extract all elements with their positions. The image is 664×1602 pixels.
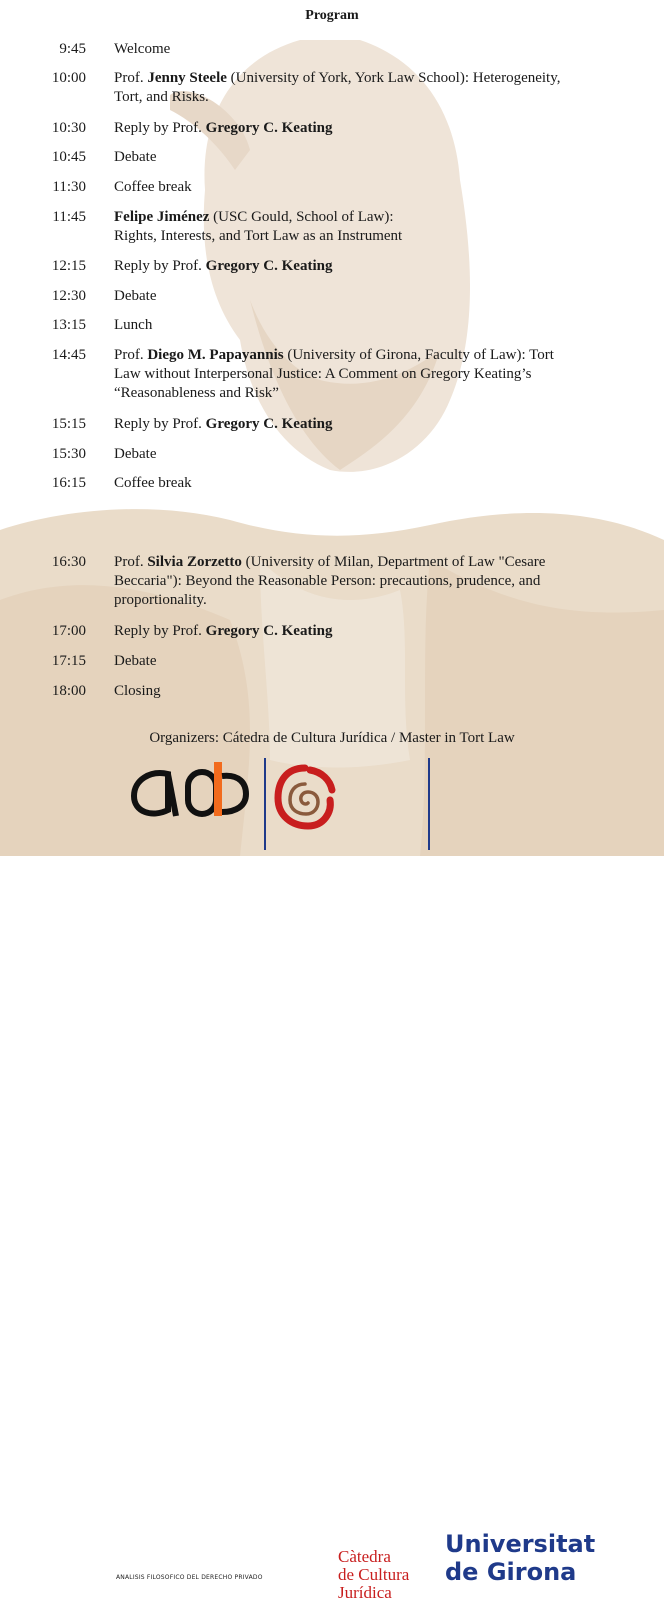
schedule-description <box>114 346 574 403</box>
description-text: Coffee break <box>114 179 192 195</box>
schedule-time: 17:00 <box>51 623 86 639</box>
udg-logo <box>445 1530 645 1586</box>
description-text: Debate <box>114 446 157 462</box>
udg-line-1: Universitat <box>445 1530 596 1558</box>
speaker-name: Silvia Zorzetto <box>147 554 242 570</box>
speaker-name: Gregory C. Keating <box>205 258 333 274</box>
description-text: (University of York, York Law School): Heterogeneity, Tort, and Risks. <box>114 70 561 105</box>
schedule-time: 18:00 <box>51 683 86 699</box>
logos-bar <box>0 756 664 1602</box>
description-text: Prof. <box>114 70 148 86</box>
catedra-line-1: Càtedra <box>338 1547 391 1566</box>
catedra-line-3: Jurídica <box>338 1583 392 1602</box>
schedule-time: 16:30 <box>51 554 86 570</box>
speaker-name: Jenny Steele <box>147 70 227 86</box>
schedule-description <box>114 445 574 464</box>
schedule-time: 12:30 <box>51 288 86 304</box>
schedule-time: 12:15 <box>51 258 86 274</box>
schedule-description <box>114 652 574 671</box>
schedule-time: 16:15 <box>51 475 86 491</box>
schedule-time: 9:45 <box>59 41 86 57</box>
schedule-description <box>114 119 574 138</box>
description-text: Reply by Prof. <box>114 623 206 639</box>
speaker-name: Felipe Jiménez <box>114 209 210 225</box>
description-text: Debate <box>114 653 157 669</box>
description-text: Reply by Prof. <box>114 120 206 136</box>
description-text: Debate <box>114 149 157 165</box>
schedule-time: 15:15 <box>51 416 86 432</box>
schedule-description <box>114 316 574 335</box>
description-text: Lunch <box>114 317 153 333</box>
schedule-time: 14:45 <box>51 347 86 363</box>
organizers-line: Organizers: Cátedra de Cultura Jurídica / Master in Tort Law <box>149 730 515 746</box>
schedule-description <box>114 40 574 59</box>
schedule-description <box>114 682 574 701</box>
schedule-description <box>114 415 574 434</box>
description-text: Welcome <box>114 41 171 57</box>
udg-line-2: de Girona <box>445 1558 577 1586</box>
schedule-description <box>114 257 574 276</box>
schedule-time: 13:15 <box>51 317 86 333</box>
description-text: Closing <box>114 683 161 699</box>
schedule-time: 10:00 <box>51 70 86 86</box>
logo-divider-2 <box>428 758 430 850</box>
schedule-description <box>114 287 574 306</box>
schedule-description <box>114 148 574 167</box>
description-text: Rights, Interests, and Tort Law as an Instrument <box>114 228 403 244</box>
description-text: (University of Milan, Department of Law "Cesare Beccaria"): Beyond the Reasonable Person: precautions, prudence, and proportionality. <box>114 554 546 608</box>
description-text: Coffee break <box>114 475 192 491</box>
schedule-description <box>114 208 574 246</box>
schedule-description <box>114 553 574 610</box>
description-text: Prof. <box>114 347 148 363</box>
schedule-time: 10:30 <box>51 120 86 136</box>
description-text: Reply by Prof. <box>114 258 206 274</box>
description-text: (USC Gould, School of Law): <box>209 209 394 225</box>
logo-divider-1 <box>264 758 266 850</box>
schedule-time: 10:45 <box>51 149 86 165</box>
page-title: Program <box>305 8 359 23</box>
schedule-time: 11:45 <box>52 209 86 225</box>
speaker-name: Diego M. Papayannis <box>147 347 284 363</box>
description-text: Reply by Prof. <box>114 416 206 432</box>
catedra-spiral-icon <box>272 762 338 832</box>
catedra-name <box>338 1548 438 1602</box>
schedule-time: 17:15 <box>51 653 86 669</box>
aldp-caption: ANALISIS FILOSOFICO DEL DERECHO PRIVADO <box>116 1574 263 1581</box>
schedule-time: 15:30 <box>51 446 86 462</box>
schedule-description <box>114 69 574 107</box>
description-text: (University of Girona, Faculty of Law): Tort Law without Interpersonal Justice: A Comment on Gregory Keating’s “Reasonableness and Risk” <box>114 347 554 401</box>
speaker-name: Gregory C. Keating <box>205 623 333 639</box>
schedule-description <box>114 474 574 493</box>
description-text: Prof. <box>114 554 148 570</box>
schedule-time: 11:30 <box>52 179 86 195</box>
catedra-line-2: de Cultura <box>338 1565 410 1584</box>
speaker-name: Gregory C. Keating <box>205 416 333 432</box>
schedule-description <box>114 622 574 641</box>
description-text: Debate <box>114 288 157 304</box>
schedule-description <box>114 178 574 197</box>
aldp-logo-icon <box>128 758 268 820</box>
speaker-name: Gregory C. Keating <box>205 120 333 136</box>
